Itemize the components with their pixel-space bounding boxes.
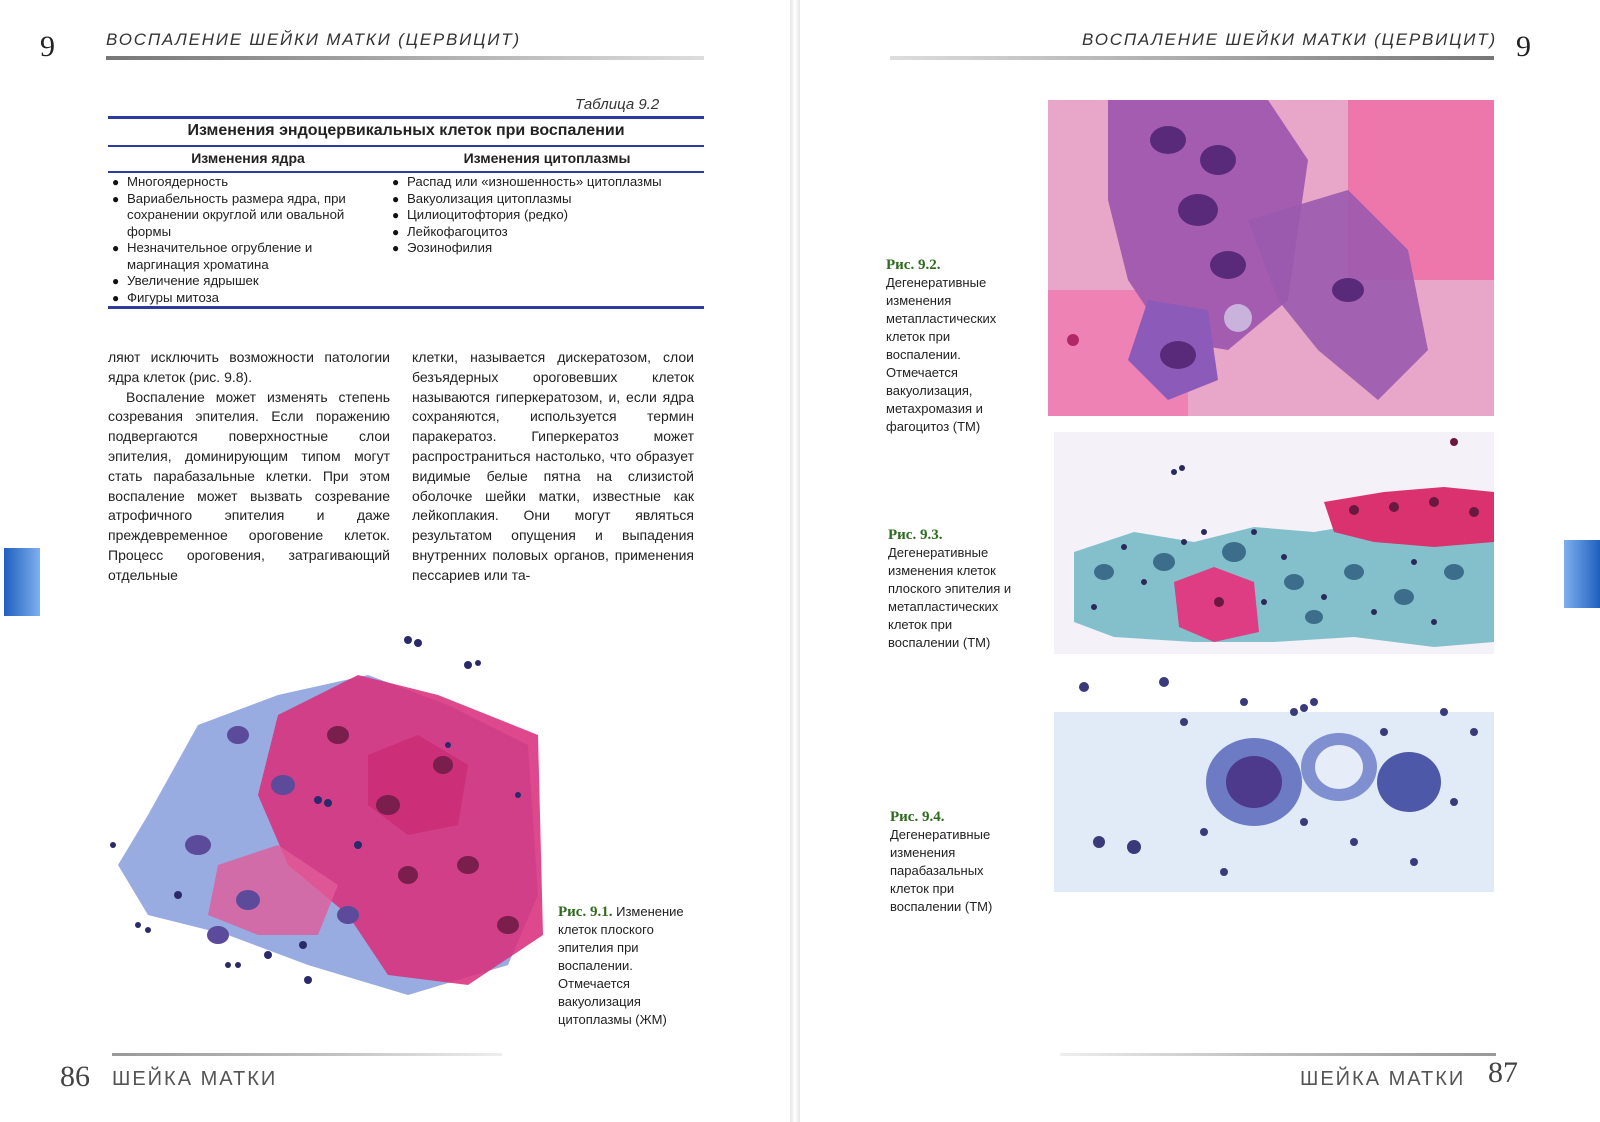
caption-text: Дегенеративные изменения парабазальных клеток при воспалении (ТМ) bbox=[890, 827, 993, 914]
table-col1-header: Изменения ядра bbox=[191, 150, 305, 166]
table-col2-header: Изменения цитоплазмы bbox=[463, 150, 631, 166]
figure-9-2-caption bbox=[886, 256, 1018, 436]
footer-rule bbox=[112, 1053, 502, 1056]
table-title: Изменения эндоцервикальных клеток при воспалении bbox=[187, 122, 625, 139]
micrograph-9-4 bbox=[1054, 672, 1494, 908]
figure-9-3-caption bbox=[888, 526, 1020, 652]
table-col2-list bbox=[392, 174, 704, 257]
running-head: ВОСПАЛЕНИЕ ШЕЙКИ МАТКИ (ЦЕРВИЦИТ) bbox=[106, 30, 521, 49]
header-rule bbox=[106, 56, 704, 60]
list-item: ● Вариабельность размера ядра, при сохранении округлой или овальной формы bbox=[112, 191, 380, 241]
table-col1-list bbox=[112, 174, 380, 306]
footer-rule bbox=[1060, 1053, 1496, 1056]
paragraph: клетки, называется дискератозом, слои безъядерных ороговевших клеток называются гиперкератозом, и, если ядра сохраняются, используется термин паракератоз. Гиперкератоз может распространиться настолько, что образует видимые белые пятна на слизистой оболочке шейки матки, известные как лейкоплакия. Они могут являться результатом опущения и выпадения внутренних половых органов, применения пессариев или та- bbox=[412, 349, 694, 583]
figure-label: Рис. 9.1. bbox=[558, 904, 613, 920]
list-item: ● Незначительное огрубление и маргинация хроматина bbox=[112, 240, 380, 273]
body-column-2 bbox=[412, 348, 694, 586]
caption-text: Дегенеративные изменения метапластических клеток при воспалении. Отмечается вакуолизация, метахромазия и фагоцитоз (ТМ) bbox=[886, 275, 997, 434]
micrograph-9-1 bbox=[108, 635, 548, 1015]
figure-label: Рис. 9.2. bbox=[886, 257, 941, 273]
figure-label: Рис. 9.4. bbox=[890, 809, 945, 825]
footer-title: ШЕЙКА МАТКИ bbox=[1300, 1068, 1466, 1090]
micrograph-9-3 bbox=[1054, 432, 1494, 654]
footer-title: ШЕЙКА МАТКИ bbox=[112, 1068, 278, 1090]
list-item: ● Многоядерность bbox=[112, 174, 380, 191]
figure-9-1-caption bbox=[558, 903, 698, 1029]
table-header-rule bbox=[108, 171, 704, 173]
thumb-tab bbox=[1564, 540, 1600, 608]
body-column-1 bbox=[108, 348, 390, 586]
thumb-tab bbox=[4, 548, 40, 616]
caption-text: Изменение клеток плоского эпителия при воспалении. Отмечается вакуолизация цитоплазмы (ЖМ) bbox=[558, 904, 684, 1027]
chapter-number: 9 bbox=[40, 30, 55, 63]
table-bottom-rule bbox=[108, 306, 704, 309]
page-number: 86 bbox=[60, 1060, 90, 1093]
figure-label: Рис. 9.3. bbox=[888, 527, 943, 543]
micrograph-9-2 bbox=[1048, 100, 1494, 416]
right-page bbox=[800, 0, 1600, 1122]
chapter-number: 9 bbox=[1516, 30, 1531, 63]
table-top-rule bbox=[108, 116, 704, 119]
paragraph: ляют исключить возможности патологии ядра клеток (рис. 9.8). bbox=[108, 349, 390, 385]
list-item: ● Цилиоцитофтория (редко) bbox=[392, 207, 704, 224]
left-page bbox=[0, 0, 790, 1122]
book-gutter bbox=[790, 0, 800, 1122]
list-item: ● Эозинофилия bbox=[392, 240, 704, 257]
list-item: ● Вакуолизация цитоплазмы bbox=[392, 191, 704, 208]
running-head: ВОСПАЛЕНИЕ ШЕЙКИ МАТКИ (ЦЕРВИЦИТ) bbox=[1082, 30, 1497, 49]
header-rule bbox=[890, 56, 1494, 60]
table-title-rule bbox=[108, 145, 704, 147]
table-label: Таблица 9.2 bbox=[575, 96, 660, 113]
list-item: ● Лейкофагоцитоз bbox=[392, 224, 704, 241]
list-item: ● Распад или «изношенность» цитоплазмы bbox=[392, 174, 704, 191]
list-item: ● Увеличение ядрышек bbox=[112, 273, 380, 290]
page-number: 87 bbox=[1488, 1056, 1518, 1089]
paragraph: Воспаление может изменять степень созревания эпителия. Если поражению подвергаются поверхностные слои эпителия, доминирующим типом могут стать парабазальные клетки. При этом воспаление может вызвать созревание атрофичного эпителия и даже преждевременное ороговение клеток. Процесс ороговения, затрагивающий отдельные bbox=[108, 388, 390, 583]
list-item: ● Фигуры митоза bbox=[112, 290, 380, 307]
figure-9-4-caption bbox=[890, 808, 1022, 916]
caption-text: Дегенеративные изменения клеток плоского эпителия и метапластических клеток при воспалении (ТМ) bbox=[888, 545, 1012, 650]
